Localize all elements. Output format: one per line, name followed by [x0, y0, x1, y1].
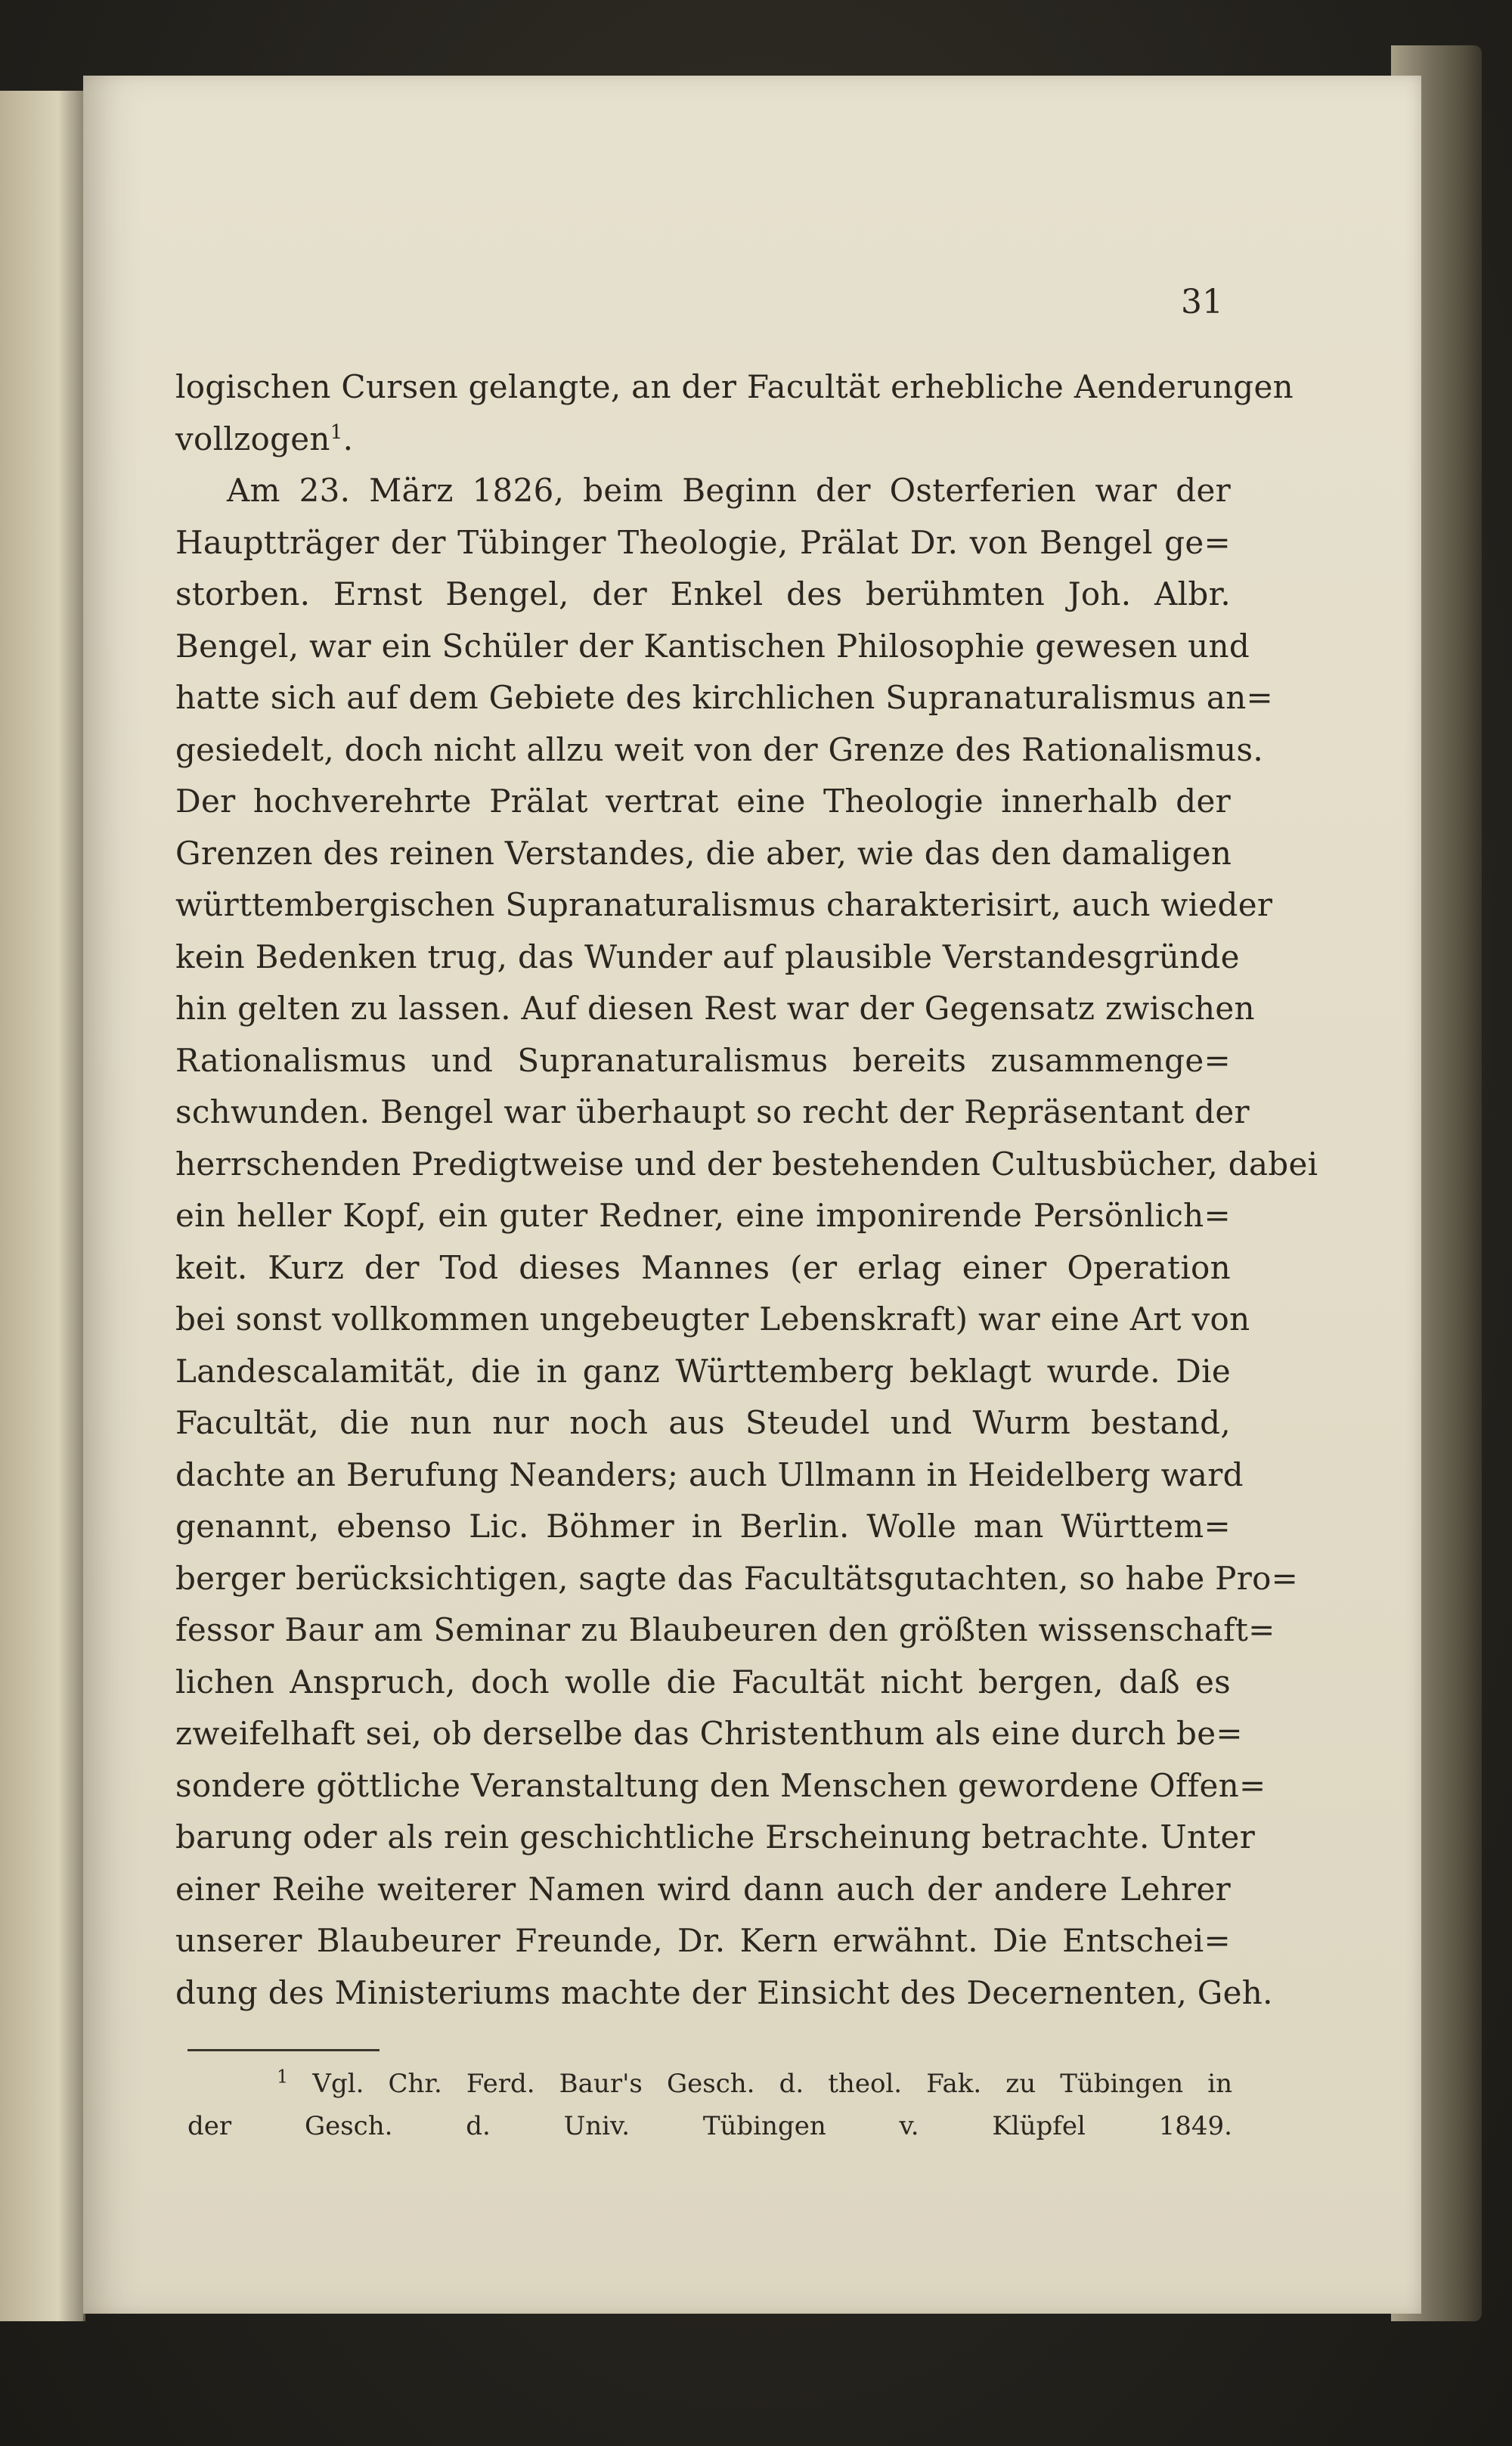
page-number: 31	[1181, 283, 1223, 321]
text-line: genannt, ebenso Lic. Böhmer in Berlin. Wolle man Württem=	[175, 1508, 1231, 1545]
text-line: dung des Ministeriums machte der Einsicht des Decernenten, Geh.	[175, 1973, 1273, 2011]
footnote-number: 1	[277, 2066, 289, 2088]
text-line-content: vollzogen	[175, 420, 330, 457]
text-line: Bengel, war ein Schüler der Kantischen Philosophie gewesen und	[175, 627, 1250, 665]
text-line: einer Reihe weiterer Namen wird dann auch der andere Lehrer	[175, 1870, 1231, 1908]
body-text	[175, 361, 1318, 2019]
footnote-line	[187, 2063, 1232, 2105]
footnote-reference: 1	[330, 420, 343, 444]
text-line: württembergischen Supranaturalismus charakterisirt, auch wieder	[175, 886, 1273, 923]
text-line: zweifelhaft sei, ob derselbe das Christenthum als eine durch be=	[175, 1715, 1243, 1752]
text-line: bei sonst vollkommen ungebeugter Lebenskraft) war eine Art von	[175, 1301, 1250, 1338]
text-line: Landescalamität, die in ganz Württemberg beklagt wurde. Die	[175, 1352, 1231, 1390]
text-line: Rationalismus und Supranaturalismus bereits zusammenge=	[175, 1041, 1231, 1079]
text-line: sondere göttliche Veranstaltung den Menschen gewordene Offen=	[175, 1766, 1266, 1804]
text-line: Am 23. März 1826, beim Beginn der Osterferien war der	[227, 472, 1231, 509]
text-line: ein heller Kopf, ein guter Redner, eine imponirende Persönlich=	[175, 1197, 1231, 1234]
text-line: Der hochverehrte Prälat vertrat eine Theologie innerhalb der	[175, 783, 1231, 820]
text-line: barung oder als rein geschichtliche Erscheinung betrachte. Unter	[175, 1818, 1256, 1855]
text-line: gesiedelt, doch nicht allzu weit von der Grenze des Rationalismus.	[175, 730, 1264, 768]
text-line: Grenzen des reinen Verstandes, die aber, wie das den damaligen	[175, 834, 1232, 872]
text-line: herrschenden Predigtweise und der bestehenden Cultusbücher, dabei	[175, 1145, 1318, 1183]
footnote	[187, 2063, 1232, 2147]
text-line: dachte an Berufung Neanders; auch Ullmann in Heidelberg ward	[175, 1456, 1244, 1493]
footnote-divider	[187, 2049, 380, 2051]
text-line: berger berücksichtigen, sagte das Facultätsgutachten, so habe Pro=	[175, 1559, 1299, 1597]
text-line: kein Bedenken trug, das Wunder auf plausible Verstandesgründe	[175, 938, 1240, 975]
text-line: fessor Baur am Seminar zu Blaubeuren den größten wissenschaft=	[175, 1611, 1275, 1648]
text-line: vollzogen$^1$.	[175, 420, 354, 457]
text-line: lichen Anspruch, doch wolle die Facultät nicht bergen, daß es	[175, 1663, 1231, 1700]
text-line: schwunden. Bengel war überhaupt so recht der Repräsentant der	[175, 1093, 1250, 1130]
footnote-text: Vgl. Chr. Ferd. Baur's Gesch. d. theol. Fak. zu Tübingen in	[312, 2069, 1233, 2099]
text-line: Hauptträger der Tübinger Theologie, Prälat Dr. von Bengel ge=	[175, 523, 1231, 561]
text-line: logischen Cursen gelangte, an der Facultät erhebliche Aenderungen	[175, 368, 1294, 405]
text-line: storben. Ernst Bengel, der Enkel des berühmten Joh. Albr.	[175, 575, 1231, 612]
text-line: hatte sich auf dem Gebiete des kirchlichen Supranaturalismus an=	[175, 679, 1274, 716]
footnote-line: der Gesch. d. Univ. Tübingen v. Klüpfel 1849.	[187, 2111, 1232, 2141]
text-line: hin gelten zu lassen. Auf diesen Rest war der Gegensatz zwischen	[175, 990, 1255, 1027]
text-line: Facultät, die nun nur noch aus Steudel und Wurm bestand,	[175, 1404, 1231, 1441]
text-line: unserer Blaubeurer Freunde, Dr. Kern erwähnt. Die Entschei=	[175, 1922, 1231, 1959]
text-line: keit. Kurz der Tod dieses Mannes (er erlag einer Operation	[175, 1248, 1231, 1286]
facing-page-edge	[0, 91, 85, 2321]
